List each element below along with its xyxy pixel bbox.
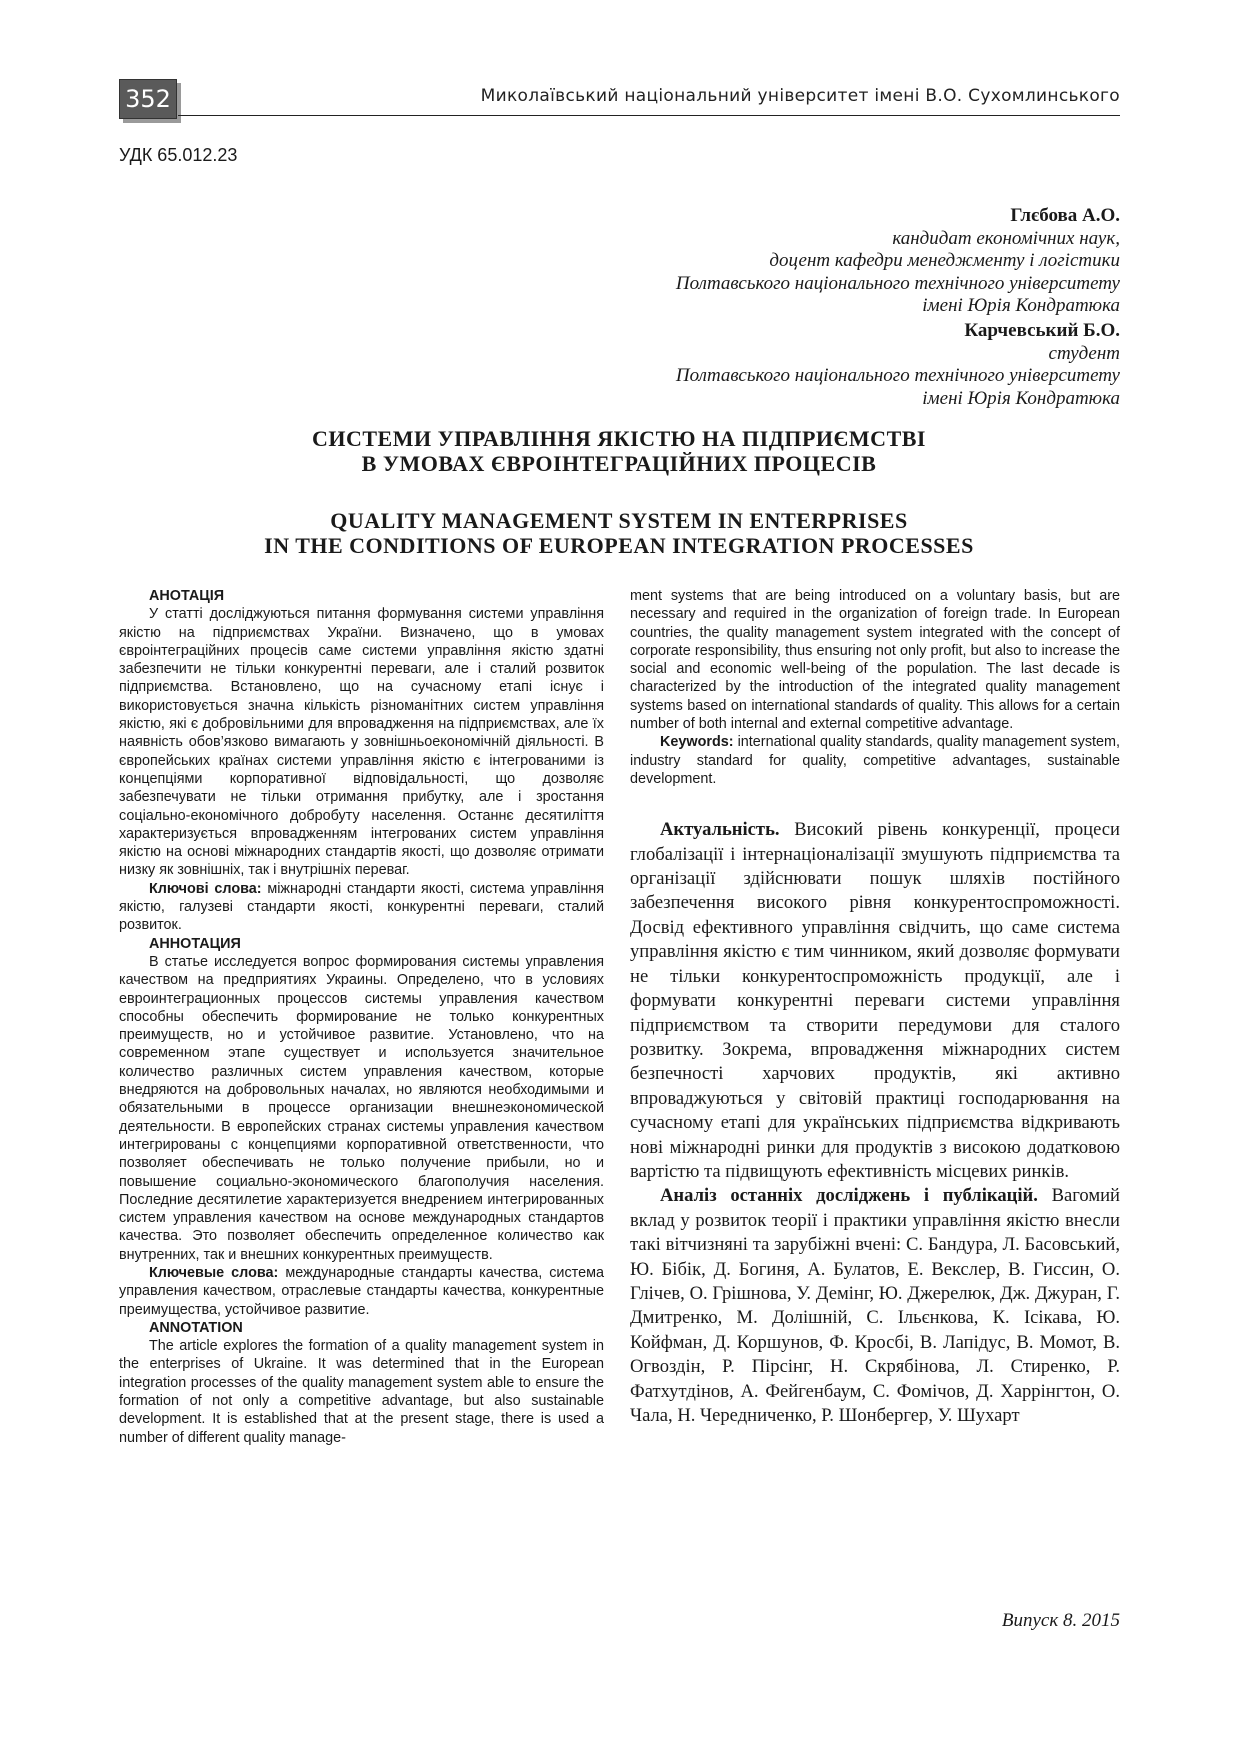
author-affiliation-line: імені Юрія Кондратюка [922,295,1120,316]
relevance-text: Високий рівень конкуренції, процеси глобалізації і інтернаціоналізації змушують підприємства та організації здійснювати пошук шляхів постійного забезпечення високого рівня конкурентоспроможності. Досвід ефективного управління свідчить, що саме система управління якістю є тим чинником, який дозволяє формувати не тільки конкурентоспроможність продукції, але і формувати конкурентні переваги системи управління підприємством та створити передумови для сталого розвитку. Зокрема, впровадження міжнародних систем безпечності харчових продуктів, які активно впроваджуються у світовій практиці господарювання на сучасному етапі для українських підприємства відкривають нові міжнародні ринки для продуктів з високою додатковою вартістю та підвищують ефективність місцевих ринків. [630,819,1120,1182]
keywords-text: international quality standards, quality management system, industry standard for quality, competitive advantages, sustainable development. [630,734,1121,787]
author-affiliation-line: кандидат економічних наук, [892,227,1120,249]
analysis-text: Вагомий вклад у розвиток теорії і практики управління якістю внесли такі вітчизняні та зарубіжні вчені: С. Бандура, Л. Басовський, Ю. Бібік, Д. Богиня, А. Булатов, Е. Векслер, В. Гиссин, О. Глічев, О. Грішнова, У. Демінг, Ю. Джерелюк, Дж. Джуран, Г. Дмитренко, М. Долішній, С. Ільєнкова, К. Ісікава, Ю. Койфман, Д. Коршунов, Ф. Кросбі, В. Лапідус, В. Момот, В. Огвоздін, Р. Пірсінг, Н. Скрябінова, Л. Стиренко, Р. Фатхутдінов, А. Фейгенбаум, С. Фомічов, Д. Харрінгтон, О. Чала, Н. Чередниченко, Р. Шонбергер, У. Шухарт [630,1185,1121,1427]
title-line: СИСТЕМИ УПРАВЛІННЯ ЯКІСТЮ НА ПІДПРИЄМСТВІ [312,426,926,451]
abstract-ru-keywords [119,1264,604,1319]
section-spacer [630,788,1120,818]
author-affiliation-line: Полтавського національного технічного університету [675,365,1120,386]
analysis-paragraph [630,1184,1120,1428]
title-line: В УМОВАХ ЄВРОІНТЕГРАЦІЙНИХ ПРОЦЕСІВ [361,451,877,476]
abstract-en-text-part2: ment systems that are being introduced on a voluntary basis, but are necessary and required in the organization of foreign trade. In European countries, the quality management system integrated with the concept of corporate responsibility, thus ensuring not only profit, but also to increase the social and economic well-being of the population. The last decade is characterized by the introduction of the integrated quality management systems based on international standards of quality. This allows for a certain number of both internal and external competitive advantage. [630,588,1120,733]
article-title-english [119,508,1119,558]
page-number: 352 [119,79,177,119]
abstract-ru-heading: АННОТАЦИЯ [149,935,241,952]
keywords-label: Keywords: [660,734,734,751]
author-block-1 [676,205,1120,318]
author-affiliation-line: студент [1048,342,1120,364]
abstract-ru-text: В статье исследуется вопрос формирования системы управления качеством на предприятиях Украины. Определено, что в условиях евроинтеграционных процессов системы управления качеством способны обеспечить формирование не только конкурентных преимуществ, но и устойчивое развитие. Установлено, что на современном этапе существует и используется значительное количество различных систем управления качеством, которые внедряются на добровольных началах, но являются необходимыми и обязательными в процессе организации внешнеэкономической деятельности. В европейских странах системы управления качеством интегрированы с концепциями корпоративной ответственности, что позволяет обеспечивать не только получение прибыли, но и повышение социально-экономического благополучия населения. Последние десятилетие характеризуется внедрением интегрированных систем управления качеством на основе международных стандартов качества. Это позволяет обеспечить определенное количество как внутренних, так и внешних конкурентных преимуществ. [119,953,604,1263]
keywords-text: международные стандарты качества, система управления качеством, отраслевые стандарты качества, конкурентные преимущества, устойчивое развитие. [119,1264,604,1318]
abstract-ua-text: У статті досліджуються питання формування системи управління якістю на підприємствах України. Визначено, що в умовах євроінтеграційних процесів саме системи управління якістю здатні забезпечити не тільки конкурентні переваги, але і сталий розвиток підприємства. Встановлено, що на сучасному етапі існує і використовується значна кількість різноманітних систем управління якістю, які є добровільними для впровадження на підприємствах, але їх наявність обов’язково вимагають у зовнішньоекономічній діяльності. В європейських країнах системи управління якістю є інтегрованими із концепціями корпоративної відповідальності, що дозволяє забезпечувати не тільки отримання прибутку, але і зростання соціально-економічного добробуту населення. Останнє десятиліття характеризується впровадженням інтегрованих систем управління якістю на основі міжнародних стандартів якості, що дозволяє отримати низку як зовнішніх, так і внутрішніх переваг. [119,606,604,879]
author-name: Карчевський Б.О. [964,320,1120,341]
left-column [119,587,604,1447]
header-divider [178,115,1120,116]
author-name: Глєбова А.О. [1010,205,1120,226]
abstract-en-heading: ANNOTATION [149,1319,243,1336]
issue-footer: Випуск 8. 2015 [1001,1610,1120,1631]
analysis-heading: Аналіз останніх досліджень і публікацій. [660,1185,1038,1207]
relevance-heading: Актуальність. [660,819,780,841]
title-line: QUALITY MANAGEMENT SYSTEM IN ENTERPRISES [330,508,908,533]
author-affiliation-line: імені Юрія Кондратюка [922,387,1120,409]
running-title: Миколаївський національний університет імені В.О. Сухомлинського [480,86,1120,106]
udc-code: УДК 65.012.23 [119,145,238,165]
title-line: IN THE CONDITIONS OF EUROPEAN INTEGRATION PROCESSES [264,533,974,558]
keywords-text: міжнародні стандарти якості, система управління якістю, галузеві стандарти якості, конкурентні переваги, сталий розвиток. [119,880,605,934]
author-affiliation-line: Полтавського національного технічного університету [675,272,1120,294]
keywords-label: Ключові слова: [149,880,262,897]
right-column [630,587,1120,1428]
author-block-2 [676,320,1120,410]
relevance-paragraph [630,818,1120,1184]
abstract-ua-keywords [119,880,604,935]
author-affiliation-line: доцент кафедри менеджменту і логістики [769,250,1120,271]
abstract-en-keywords [630,733,1120,788]
keywords-label: Ключевые слова: [149,1264,279,1281]
abstract-ua-heading: АНОТАЦІЯ [149,588,225,604]
abstract-en-text-part1: The article explores the formation of a quality management system in the enterprises of Ukraine. It was determined that in the European integration processes of the quality management system able to ensure the formation of not only a competitive advantage, but also sustainable development. It is established that at the present stage, there is used a number of different quality manage- [119,1338,604,1446]
article-title-ukrainian [119,426,1119,476]
